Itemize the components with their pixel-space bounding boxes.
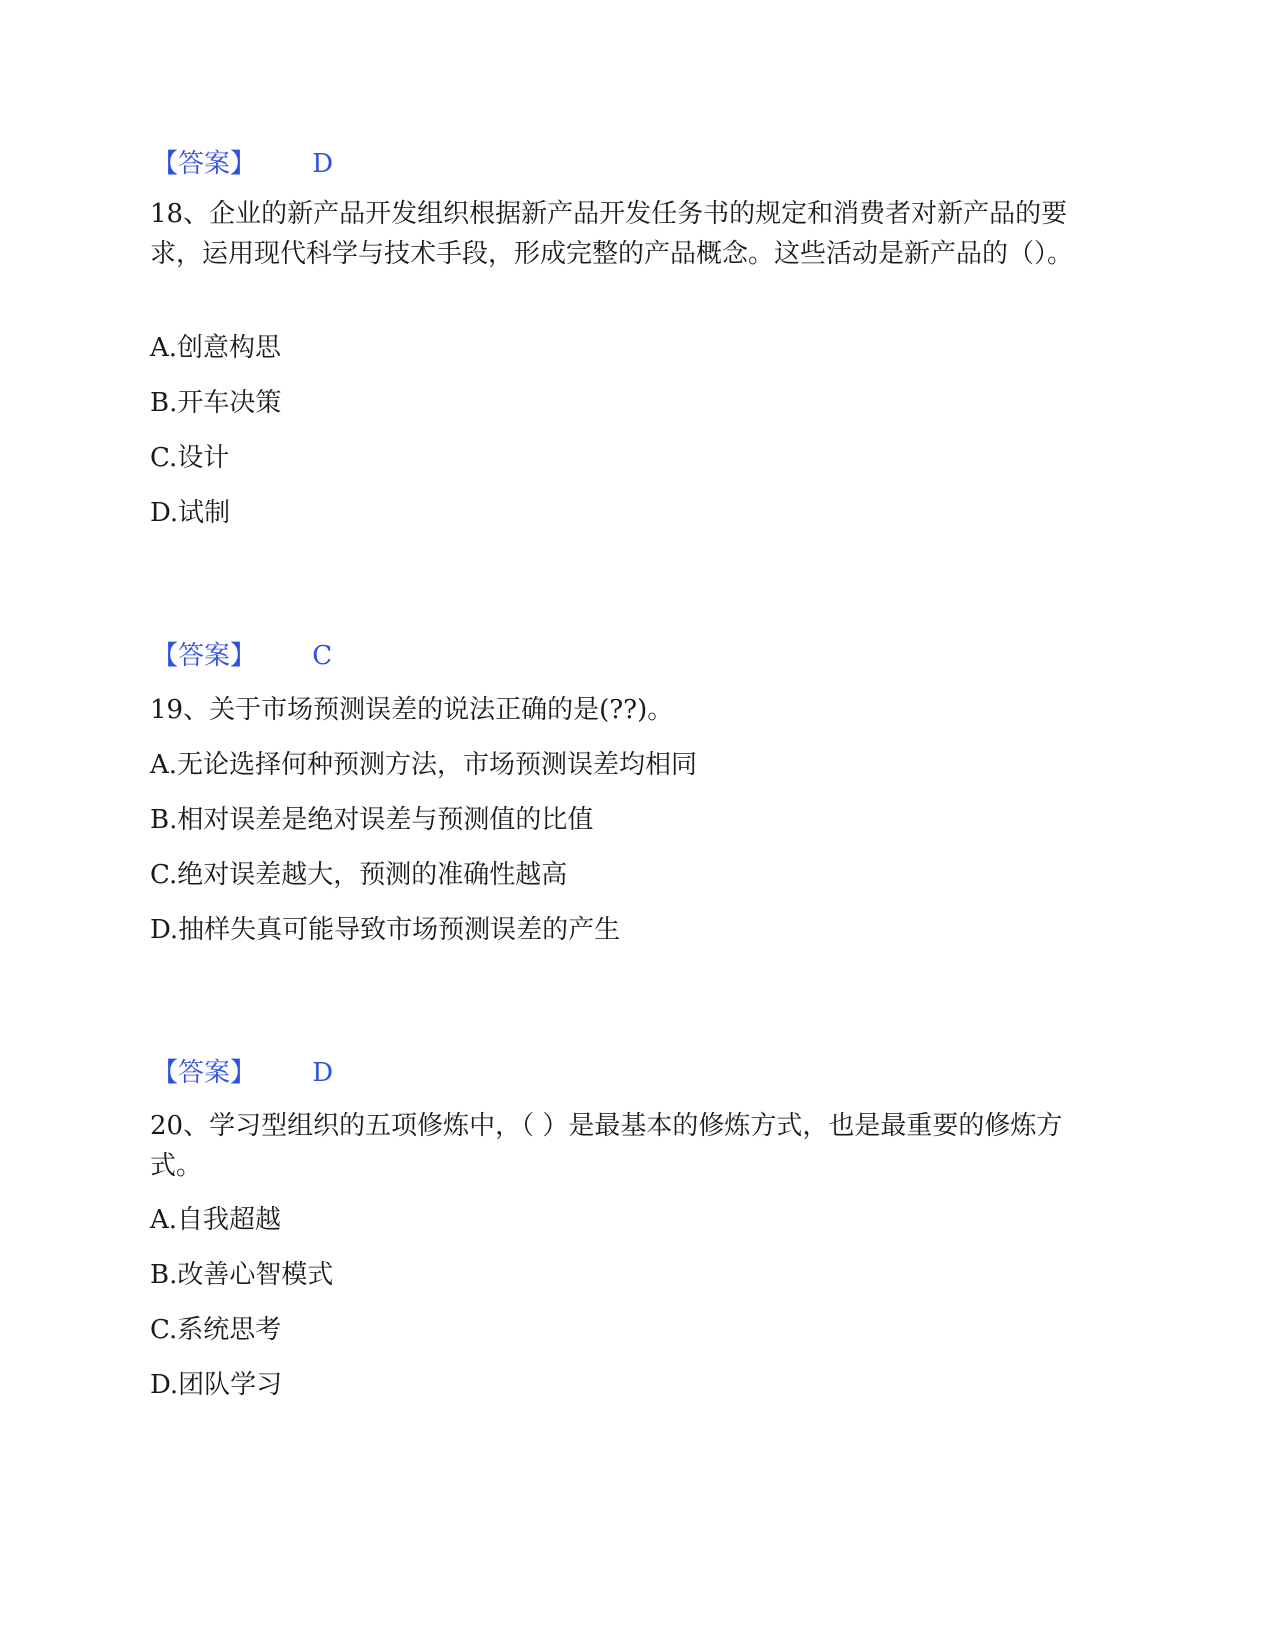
- answer-value: C: [312, 641, 333, 671]
- option-a: A.自我超越: [150, 1205, 282, 1235]
- option-b: B.改善心智模式: [150, 1260, 334, 1290]
- answer-line: [152, 146, 333, 182]
- answer-line: [152, 638, 332, 674]
- option-d: D.团队学习: [150, 1370, 283, 1400]
- question-19: 19、关于市场预测误差的说法正确的是(??)。: [150, 695, 674, 725]
- option-b: B.相对误差是绝对误差与预测值的比值: [150, 805, 594, 835]
- option-a: A.无论选择何种预测方法，市场预测误差均相同: [150, 750, 698, 780]
- question-18: 18、企业的新产品开发组织根据新产品开发任务书的规定和消费者对新产品的要求，运用现代科学与技术手段，形成完整的产品概念。这些活动是新产品的（）。: [150, 199, 1074, 269]
- option-d: D.抽样失真可能导致市场预测误差的产生: [150, 915, 621, 945]
- option-d: D.试制: [150, 498, 231, 528]
- option-b: B.开车决策: [150, 388, 282, 418]
- answer-value: D: [312, 149, 334, 179]
- question-20: 20、学习型组织的五项修炼中，（ ）是最基本的修炼方式，也是最重要的修炼方式。: [150, 1111, 1063, 1181]
- answer-label: 【答案】: [152, 149, 257, 179]
- option-c: C.设计: [150, 443, 230, 473]
- answer-line: [152, 1055, 333, 1091]
- answer-label: 【答案】: [152, 641, 257, 671]
- option-c: C.绝对误差越大，预测的准确性越高: [150, 860, 568, 890]
- answer-label: 【答案】: [152, 1058, 257, 1088]
- option-a: A.创意构思: [150, 333, 282, 363]
- answer-value: D: [312, 1058, 334, 1088]
- option-c: C.系统思考: [150, 1315, 282, 1345]
